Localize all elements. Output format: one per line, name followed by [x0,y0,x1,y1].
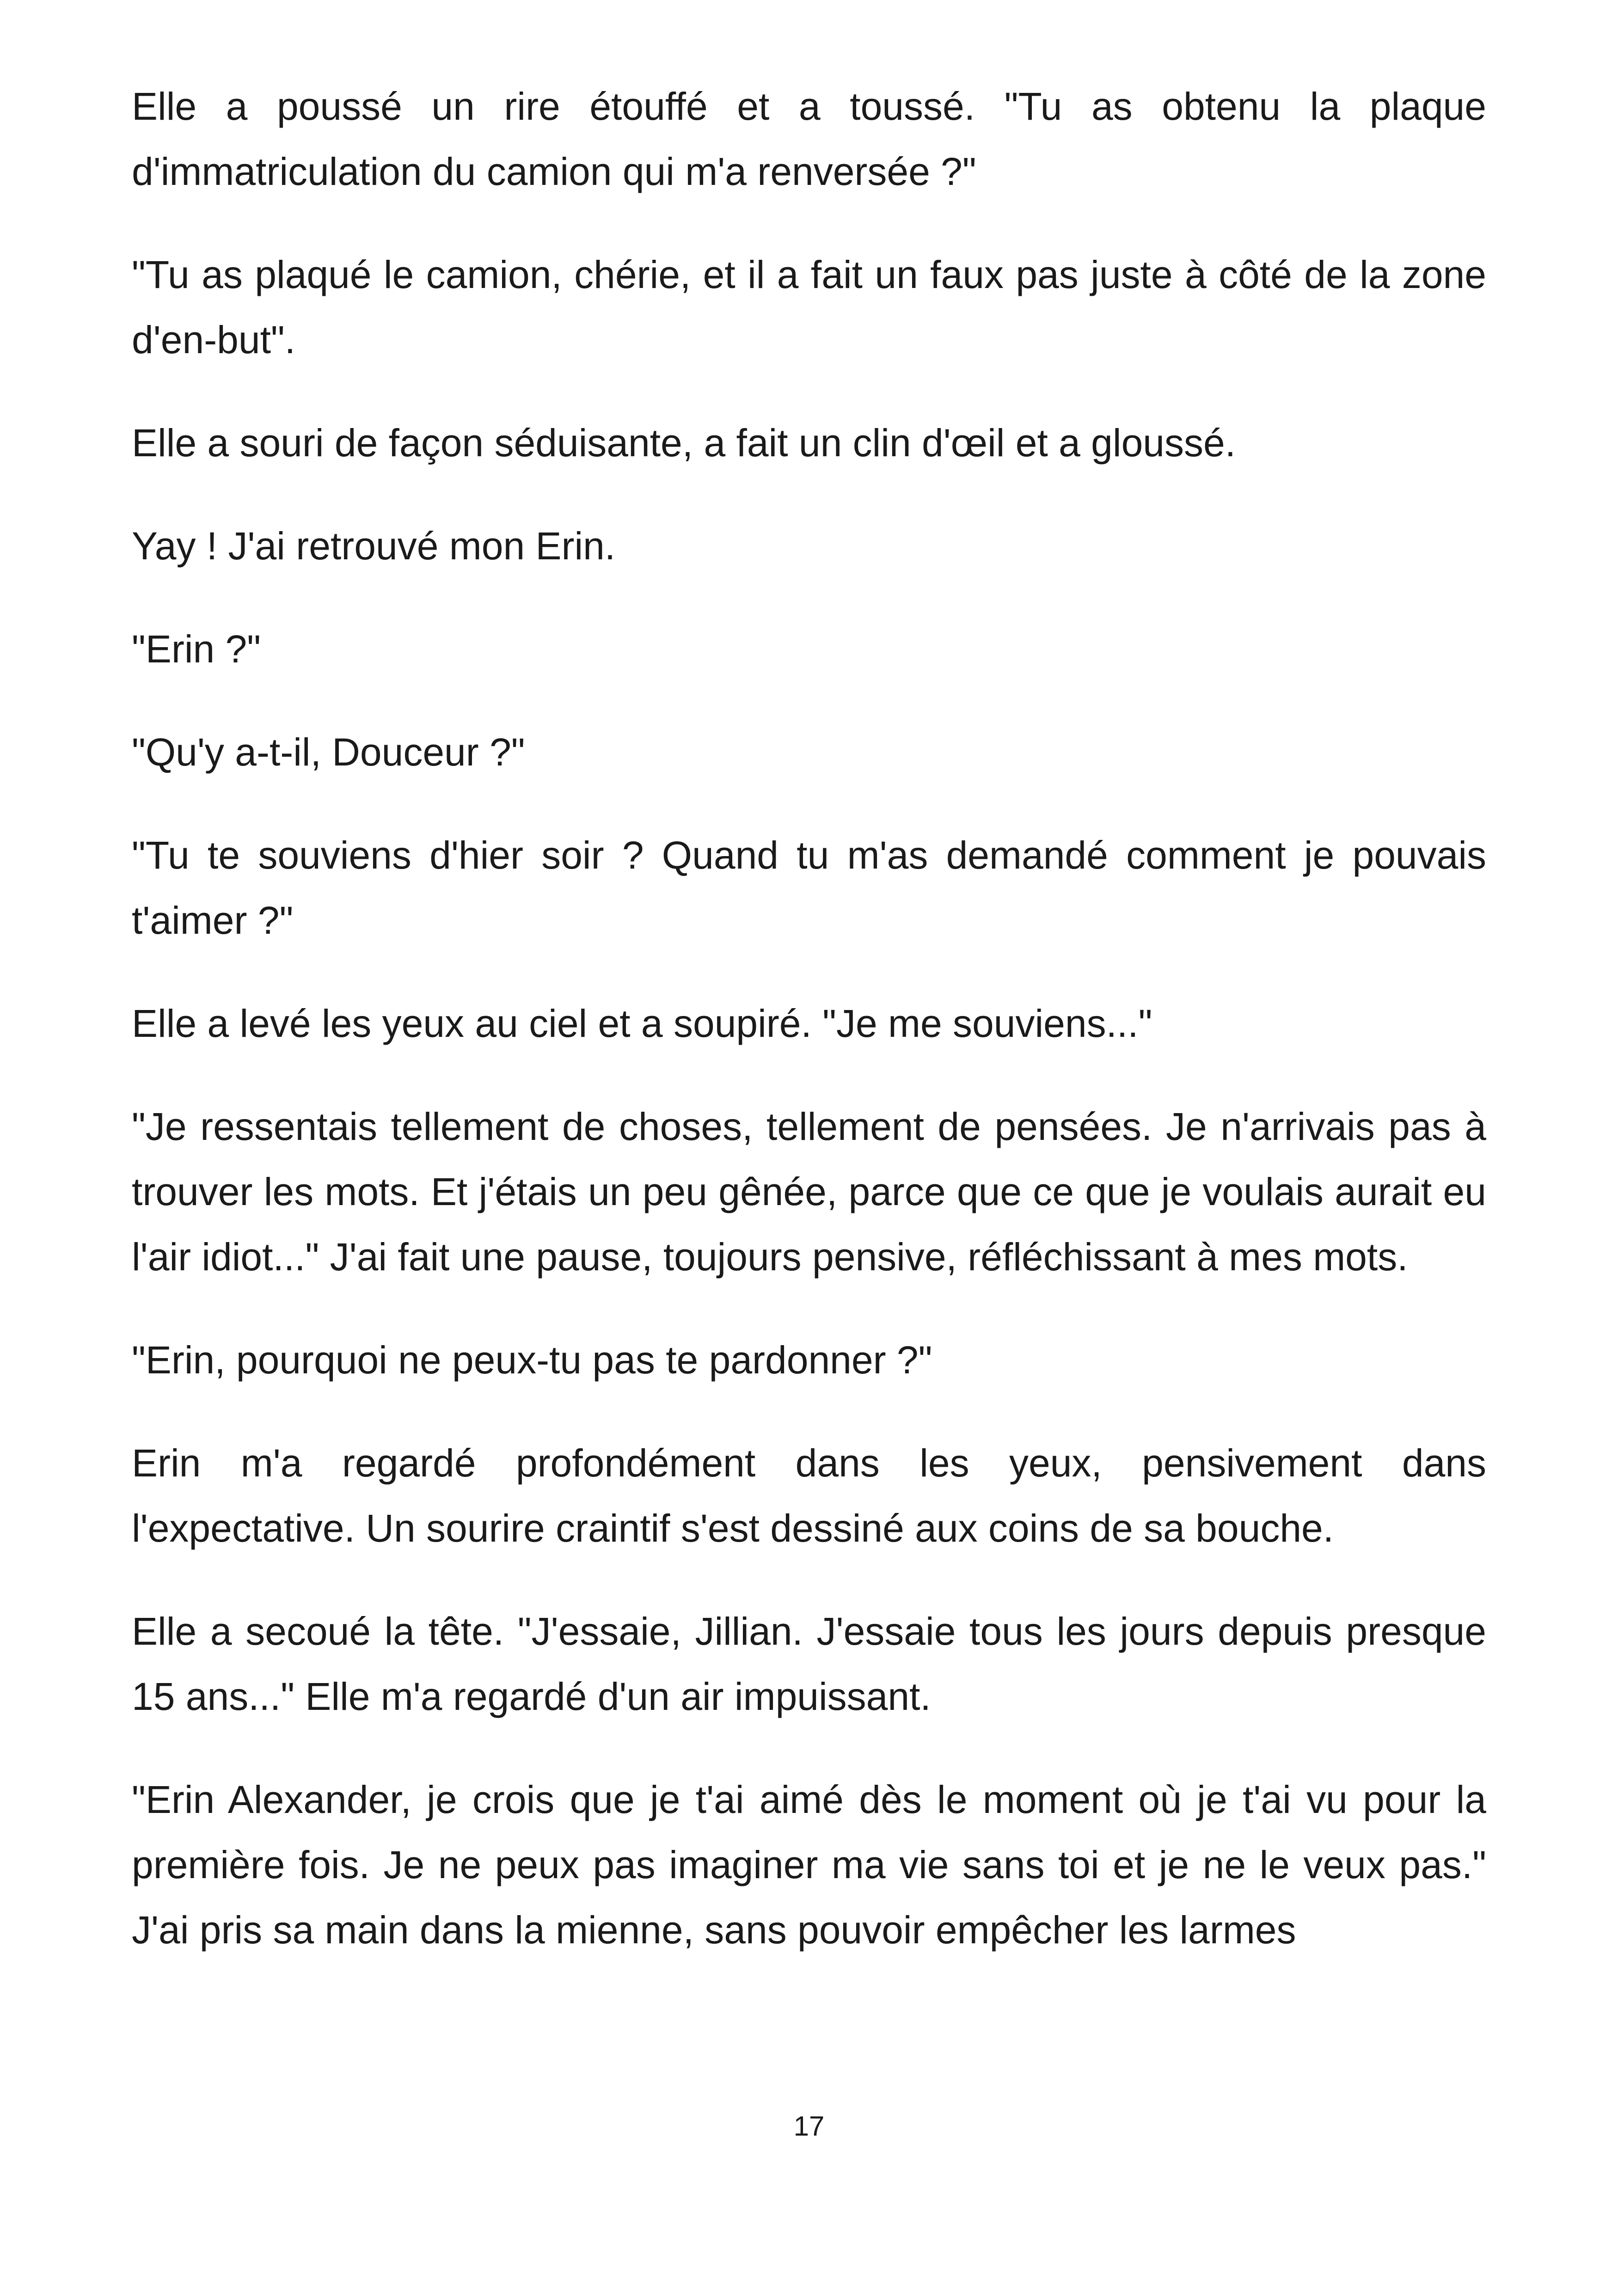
paragraph: Elle a levé les yeux au ciel et a soupiré. "Je me souviens..." [132,1002,1152,1045]
paragraph: Elle a secoué la tête. "J'essaie, Jillian. J'essaie tous les jours depuis presque 15 ans..." Elle m'a regardé d'un air impuissant. [132,1610,1486,1718]
paragraph: "Erin, pourquoi ne peux-tu pas te pardonner ?" [132,1338,932,1382]
paragraph: "Erin Alexander, je crois que je t'ai aimé dès le moment où je t'ai vu pour la première fois. Je ne peux pas imaginer ma vie sans toi et je ne le veux pas." J'ai pris sa main dans la mienne, sans pouvoir empêcher les larmes [132,1778,1486,1952]
paragraph: Erin m'a regardé profondément dans les yeux, pensivement dans l'expectative. Un sourire craintif s'est dessiné aux coins de sa bouche. [132,1441,1486,1550]
paragraph: "Je ressentais tellement de choses, tellement de pensées. Je n'arrivais pas à trouver les mots. Et j'étais un peu gênée, parce que ce que je voulais aurait eu l'air idiot..." J'ai fait une pause, toujours pensive, réfléchissant à mes mots. [132,1105,1486,1279]
paragraph: Yay ! J'ai retrouvé mon Erin. [132,524,616,568]
paragraph: "Tu as plaqué le camion, chérie, et il a fait un faux pas juste à côté de la zone d'en-but". [132,253,1486,361]
body-text [132,74,1486,2001]
paragraph: "Erin ?" [132,627,261,671]
paragraph: "Qu'y a-t-il, Douceur ?" [132,730,525,774]
page-number: 17 [793,2111,825,2142]
paragraph: "Tu te souviens d'hier soir ? Quand tu m'as demandé comment je pouvais t'aimer ?" [132,833,1486,942]
paragraph: Elle a poussé un rire étouffé et a toussé. "Tu as obtenu la plaque d'immatriculation du camion qui m'a renversée ?" [132,85,1486,193]
paragraph: Elle a souri de façon séduisante, a fait un clin d'œil et a gloussé. [132,421,1236,465]
